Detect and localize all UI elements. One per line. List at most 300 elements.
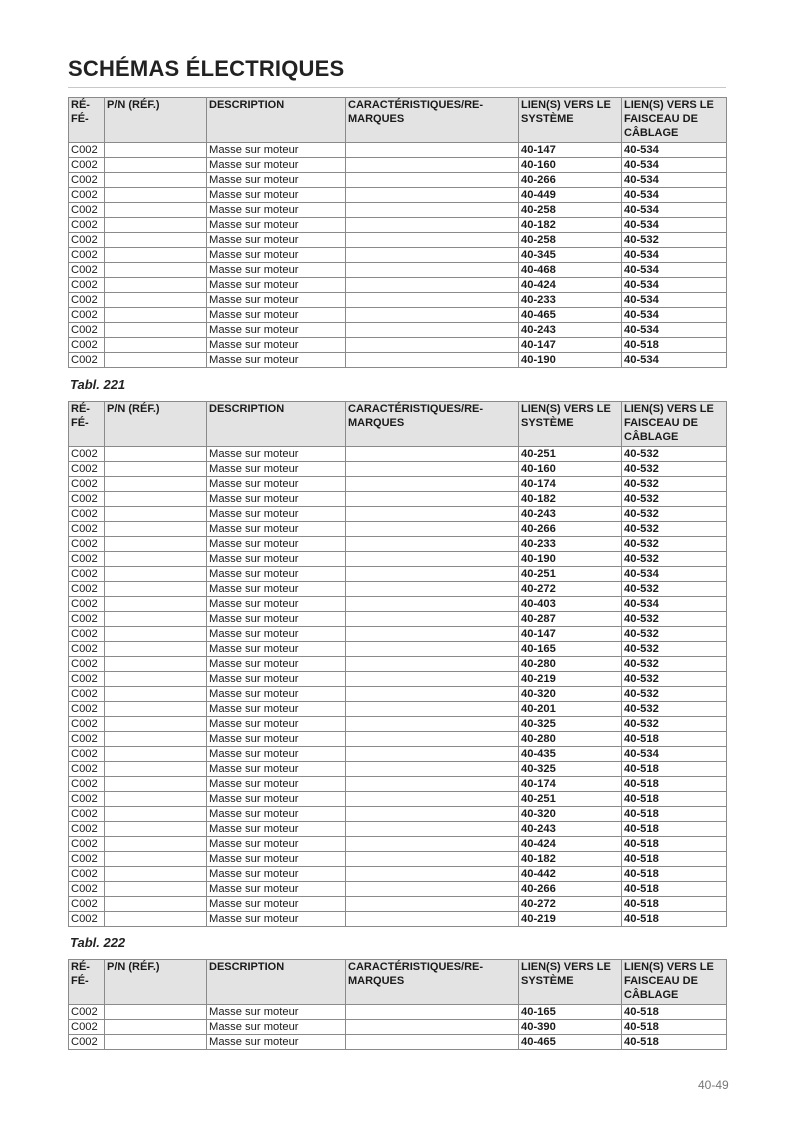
table-cell: 40-518 [622,912,727,927]
table-cell: 40-534 [622,567,727,582]
table-cell [105,537,207,552]
table-cell [346,1020,519,1035]
table-cell [105,323,207,338]
column-header: LIEN(S) VERS LE FAISCEAU DE CÂBLAGE [622,98,727,143]
table-cell [105,293,207,308]
table-cell [105,278,207,293]
table-cell [105,507,207,522]
column-header: CARACTÉRISTIQUES/RE- MARQUES [346,960,519,1005]
table-cell [346,233,519,248]
table-cell: 40-532 [622,657,727,672]
table-cell [105,353,207,368]
table-row [69,552,727,567]
table-cell: C002 [69,248,105,263]
table-cell: 40-251 [519,447,622,462]
table-cell: Masse sur moteur [207,188,346,203]
table-cell: 40-320 [519,807,622,822]
table-cell: Masse sur moteur [207,233,346,248]
table-cell: Masse sur moteur [207,1035,346,1050]
column-header: DESCRIPTION [207,98,346,143]
table-cell: C002 [69,717,105,732]
table-cell: 40-532 [622,492,727,507]
table-cell [346,203,519,218]
table-cell [346,612,519,627]
table-cell: 40-287 [519,612,622,627]
table-row [69,627,727,642]
table-cell: Masse sur moteur [207,308,346,323]
column-header: LIEN(S) VERS LE SYSTÈME [519,960,622,1005]
table-cell: C002 [69,353,105,368]
table-cell: Masse sur moteur [207,612,346,627]
table-cell: 40-534 [622,597,727,612]
table-cell: 40-532 [622,233,727,248]
table-row [69,537,727,552]
table-cell [346,462,519,477]
table-cell: Masse sur moteur [207,807,346,822]
table-cell [105,1005,207,1020]
table-cell: C002 [69,537,105,552]
table-cell: 40-468 [519,263,622,278]
table-cell: C002 [69,747,105,762]
table-row [69,323,727,338]
table-cell: C002 [69,447,105,462]
table-cell: C002 [69,1005,105,1020]
table-cell: Masse sur moteur [207,867,346,882]
table-row [69,158,727,173]
table-cell [105,218,207,233]
table-cell: 40-147 [519,143,622,158]
table-row [69,263,727,278]
table-cell: C002 [69,143,105,158]
table-cell: 40-518 [622,1035,727,1050]
table-cell: 40-532 [622,537,727,552]
table-cell: C002 [69,732,105,747]
table-row [69,612,727,627]
table-cell [346,218,519,233]
table-cell: C002 [69,777,105,792]
table-cell: 40-518 [622,792,727,807]
table-cell: 40-345 [519,248,622,263]
table-cell: 40-518 [622,822,727,837]
table-cell: 40-182 [519,218,622,233]
column-header: RÉ- FÉ- [69,402,105,447]
table-cell [346,537,519,552]
table-cell [346,263,519,278]
table-cell [105,612,207,627]
table-cell [105,173,207,188]
table-cell: Masse sur moteur [207,642,346,657]
table-cell: 40-534 [622,293,727,308]
table-cell [346,1005,519,1020]
table-cell [346,672,519,687]
table-cell: C002 [69,867,105,882]
table-cell: 40-449 [519,188,622,203]
table-cell: Masse sur moteur [207,912,346,927]
table-row [69,492,727,507]
table-cell: C002 [69,672,105,687]
table-cell: Masse sur moteur [207,717,346,732]
table-cell [105,642,207,657]
table-cell [346,732,519,747]
table-cell: 40-532 [622,462,727,477]
table-cell: C002 [69,188,105,203]
table-cell: 40-233 [519,537,622,552]
table-cell [346,867,519,882]
table-row [69,278,727,293]
table-row [69,792,727,807]
table-cell: Masse sur moteur [207,507,346,522]
table-cell: 40-534 [622,248,727,263]
table-cell: 40-532 [622,627,727,642]
table-cell: Masse sur moteur [207,492,346,507]
table-cell [346,293,519,308]
table-cell [346,822,519,837]
table-cell [346,702,519,717]
table-row [69,687,727,702]
table-cell: Masse sur moteur [207,1020,346,1035]
table-cell: Masse sur moteur [207,627,346,642]
table-cell: 40-390 [519,1020,622,1035]
table-row [69,1035,727,1050]
table-cell: 40-201 [519,702,622,717]
table-cell [105,702,207,717]
table-row [69,218,727,233]
table-cell [105,882,207,897]
table-cell [346,717,519,732]
table-cell [105,852,207,867]
table-row [69,233,727,248]
table-cell: Masse sur moteur [207,837,346,852]
table-cell: Masse sur moteur [207,597,346,612]
table-cell: C002 [69,762,105,777]
table-cell: 40-424 [519,278,622,293]
table-cell: 40-532 [622,447,727,462]
table-cell: C002 [69,173,105,188]
table-row [69,248,727,263]
table-cell: 40-534 [622,218,727,233]
table-row [69,203,727,218]
table-cell: C002 [69,522,105,537]
table-cell: 40-272 [519,897,622,912]
table-cell: C002 [69,507,105,522]
table-row [69,477,727,492]
table-cell [346,323,519,338]
column-header: P/N (RÉF.) [105,98,207,143]
table-cell: 40-251 [519,567,622,582]
table-row [69,762,727,777]
table-row [69,672,727,687]
table-cell: 40-518 [622,837,727,852]
table-cell [346,278,519,293]
table-cell: 40-532 [622,522,727,537]
table-row [69,308,727,323]
table-cell: C002 [69,492,105,507]
table-cell: 40-320 [519,687,622,702]
table-cell: C002 [69,462,105,477]
table-cell: 40-258 [519,233,622,248]
table-cell: 40-182 [519,852,622,867]
column-header: DESCRIPTION [207,960,346,1005]
table-cell: 40-266 [519,882,622,897]
table-cell: C002 [69,822,105,837]
table-cell [346,552,519,567]
table-row [69,353,727,368]
table-cell [105,203,207,218]
table-cell: 40-532 [622,642,727,657]
table-cell: 40-518 [622,338,727,353]
table-cell: 40-518 [622,732,727,747]
table-cell: Masse sur moteur [207,263,346,278]
table-cell: C002 [69,612,105,627]
table-cell: C002 [69,218,105,233]
table-cell: 40-258 [519,203,622,218]
table-row [69,597,727,612]
table-cell: Masse sur moteur [207,1005,346,1020]
table-cell: 40-465 [519,1035,622,1050]
table-cell: 40-243 [519,507,622,522]
table-row [69,852,727,867]
table-cell: Masse sur moteur [207,323,346,338]
table-cell [105,627,207,642]
table-cell: Masse sur moteur [207,447,346,462]
table-cell: 40-518 [622,807,727,822]
table-cell [346,852,519,867]
table-cell: 40-243 [519,822,622,837]
table-row [69,897,727,912]
table-cell [346,308,519,323]
table-cell: 40-165 [519,1005,622,1020]
table-cell: Masse sur moteur [207,173,346,188]
table-cell [105,657,207,672]
table-cell: 40-534 [622,308,727,323]
column-header: CARACTÉRISTIQUES/RE- MARQUES [346,402,519,447]
table-row [69,747,727,762]
table-cell: Masse sur moteur [207,293,346,308]
table-cell: 40-532 [622,702,727,717]
table-cell: 40-325 [519,717,622,732]
table-cell: C002 [69,278,105,293]
table-cell: C002 [69,597,105,612]
table-row [69,567,727,582]
table-cell: 40-534 [622,203,727,218]
table-cell: 40-280 [519,657,622,672]
table-cell [105,308,207,323]
table-row [69,582,727,597]
table-cell [346,582,519,597]
table-cell [346,882,519,897]
table-cell: 40-518 [622,852,727,867]
table-cell [346,353,519,368]
table-cell: 40-534 [622,158,727,173]
table-row [69,657,727,672]
table-cell [346,492,519,507]
table-cell: Masse sur moteur [207,552,346,567]
table-cell [105,158,207,173]
table-cell: 40-532 [622,687,727,702]
table-cell: 40-435 [519,747,622,762]
table-caption: Tabl. 221 [70,377,126,392]
table-cell: C002 [69,687,105,702]
table-cell [105,188,207,203]
table-cell: 40-534 [622,278,727,293]
table-cell [105,792,207,807]
table-cell [346,173,519,188]
table-cell: Masse sur moteur [207,762,346,777]
table-cell: 40-534 [622,323,727,338]
table-cell [105,837,207,852]
column-header: LIEN(S) VERS LE SYSTÈME [519,402,622,447]
table-row [69,777,727,792]
table-cell: C002 [69,567,105,582]
table-cell [346,338,519,353]
title-divider [68,87,726,88]
table-cell [346,777,519,792]
table-cell: 40-219 [519,672,622,687]
table-cell [346,567,519,582]
table-cell: C002 [69,897,105,912]
table-cell [346,897,519,912]
table-cell: Masse sur moteur [207,248,346,263]
table-cell [105,897,207,912]
table-cell: Masse sur moteur [207,822,346,837]
table-cell: Masse sur moteur [207,777,346,792]
table-cell [105,477,207,492]
table-row [69,912,727,927]
table-cell: 40-518 [622,1005,727,1020]
table-cell: 40-190 [519,552,622,567]
table-row [69,882,727,897]
table-cell: Masse sur moteur [207,582,346,597]
table-cell [346,1035,519,1050]
table-row [69,807,727,822]
table-cell [105,338,207,353]
table-header-row [69,98,727,143]
table-cell: 40-534 [622,143,727,158]
table-cell: 40-325 [519,762,622,777]
table-cell [346,158,519,173]
table-cell [105,143,207,158]
table-cell: C002 [69,338,105,353]
table-cell: C002 [69,882,105,897]
table-cell [346,627,519,642]
table-cell: Masse sur moteur [207,522,346,537]
table-cell: C002 [69,323,105,338]
table-cell [105,522,207,537]
table-cell [346,522,519,537]
table-row [69,702,727,717]
column-header: P/N (RÉF.) [105,960,207,1005]
column-header: LIEN(S) VERS LE SYSTÈME [519,98,622,143]
table-cell: C002 [69,1035,105,1050]
table-cell [346,837,519,852]
table-cell [105,552,207,567]
table-cell: C002 [69,158,105,173]
table-cell: 40-532 [622,612,727,627]
table-cell [346,447,519,462]
table-cell [346,642,519,657]
table-cell: Masse sur moteur [207,702,346,717]
table-cell: 40-174 [519,777,622,792]
table-row [69,507,727,522]
table-cell: 40-160 [519,158,622,173]
table-cell [105,732,207,747]
table-cell: Masse sur moteur [207,203,346,218]
table-cell: Masse sur moteur [207,537,346,552]
table-cell [346,188,519,203]
table-cell: C002 [69,293,105,308]
table-cell [346,747,519,762]
table-cell [105,687,207,702]
table-cell: 40-532 [622,552,727,567]
page-number: 40-49 [698,1078,729,1092]
table-cell: 40-147 [519,338,622,353]
table-cell [105,672,207,687]
table-cell: 40-518 [622,897,727,912]
table-cell: 40-424 [519,837,622,852]
table-cell: C002 [69,308,105,323]
table-row [69,822,727,837]
table-cell: 40-266 [519,173,622,188]
table-cell [346,807,519,822]
table-cell: 40-251 [519,792,622,807]
table-cell [105,462,207,477]
table-cell: Masse sur moteur [207,143,346,158]
table-cell: 40-534 [622,188,727,203]
table-header-row [69,402,727,447]
table-cell [346,792,519,807]
table-cell: Masse sur moteur [207,732,346,747]
table-cell: C002 [69,627,105,642]
page-title: SCHÉMAS ÉLECTRIQUES [68,56,345,81]
table-cell: 40-266 [519,522,622,537]
table-cell [346,477,519,492]
table-cell: Masse sur moteur [207,687,346,702]
column-header: LIEN(S) VERS LE FAISCEAU DE CÂBLAGE [622,402,727,447]
table-header-row [69,960,727,1005]
table-cell: Masse sur moteur [207,657,346,672]
table-cell: C002 [69,1020,105,1035]
table-cell: Masse sur moteur [207,747,346,762]
table-cell: 40-280 [519,732,622,747]
table-cell: 40-532 [622,477,727,492]
table-cell: Masse sur moteur [207,158,346,173]
table-cell: Masse sur moteur [207,338,346,353]
table-cell [346,248,519,263]
column-header: DESCRIPTION [207,402,346,447]
table-cell [346,507,519,522]
table-cell: 40-518 [622,777,727,792]
table-cell: 40-243 [519,323,622,338]
table-cell: 40-219 [519,912,622,927]
table-cell: Masse sur moteur [207,792,346,807]
column-header: P/N (RÉF.) [105,402,207,447]
table-cell: 40-534 [622,747,727,762]
table-cell: C002 [69,263,105,278]
table-cell: 40-532 [622,717,727,732]
table-cell [105,447,207,462]
table-cell [105,867,207,882]
table-cell: 40-532 [622,672,727,687]
table-cell [105,807,207,822]
table-cell: C002 [69,477,105,492]
table-row [69,173,727,188]
column-header: CARACTÉRISTIQUES/RE- MARQUES [346,98,519,143]
table-caption: Tabl. 222 [70,935,126,950]
table-cell: C002 [69,912,105,927]
table-cell: 40-442 [519,867,622,882]
table-cell: 40-518 [622,867,727,882]
table-cell [346,657,519,672]
